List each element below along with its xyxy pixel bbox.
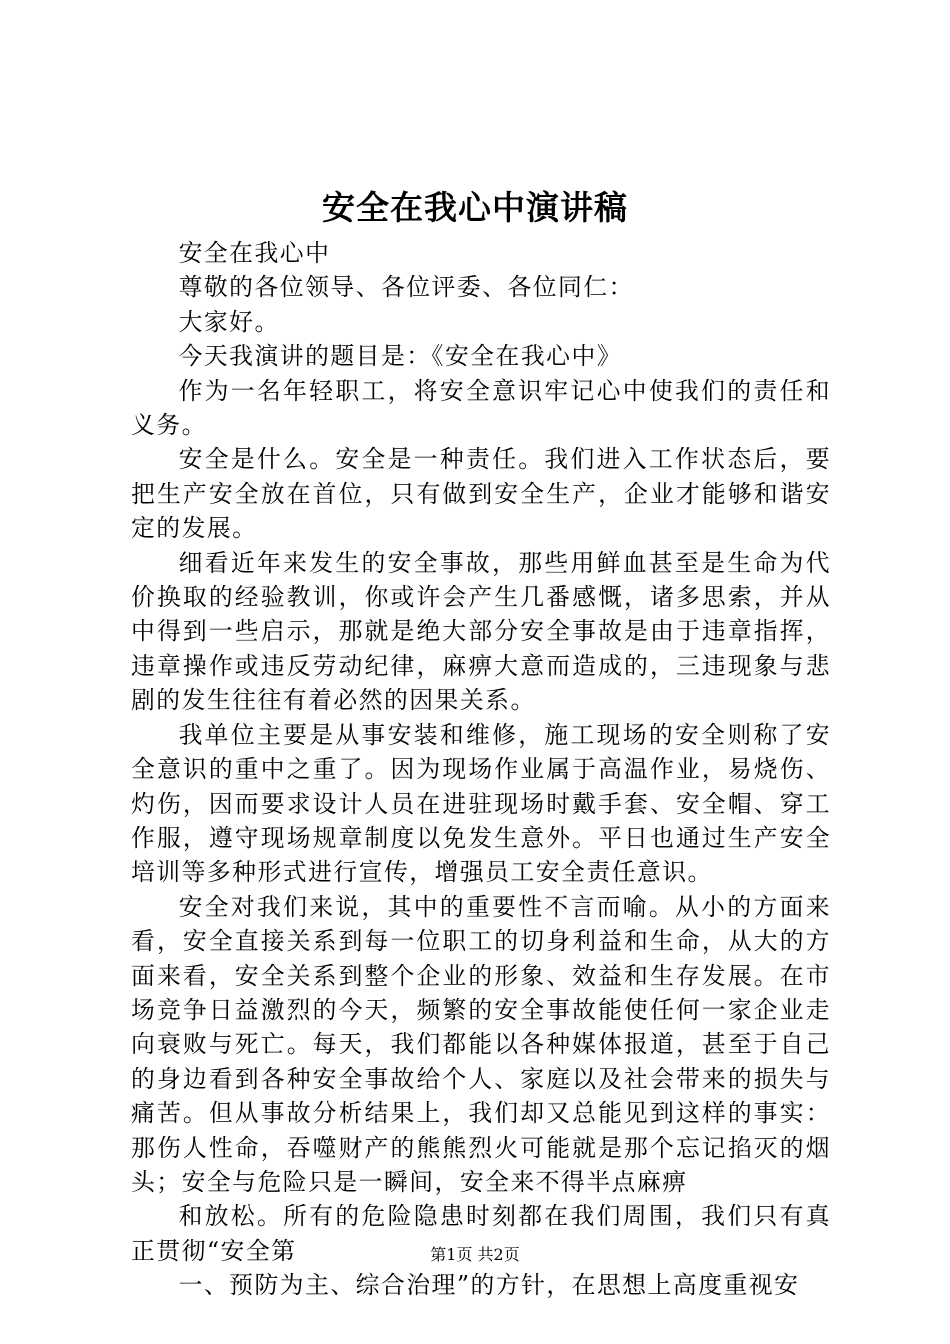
document-title: 安全在我心中演讲稿 — [322, 188, 628, 227]
paragraph-topic: 今天我演讲的题目是：《安全在我心中》 — [178, 342, 623, 371]
paragraph-salutation: 尊敬的各位领导、各位评委、各位同仁： — [178, 273, 634, 302]
paragraph-body: 我单位主要是从事安装和维修，施工现场的安全则称了安全意识的重中之重了。因为现场作业属于高温作业，易烧伤、灼伤，因而要求设计人员在进驻现场时戴手套、安全帽、穿工作服，遵守现场规章制度以免发生意外。平日也通过生产安全培训等多种形式进行宣传，增强员工安全责任意识。 — [131, 720, 831, 887]
document-body — [131, 236, 831, 1303]
paragraph-body: 细看近年来发生的安全事故，那些用鲜血甚至是生命为代价换取的经验教训，你或许会产生几番感慨，诸多思索，并从中得到一些启示，那就是绝大部分安全事故是由于违章指挥，违章操作或违反劳动纪律，麻痹大意而造成的，三违现象与悲剧的发生往往有着必然的因果关系。 — [131, 548, 831, 715]
paragraph-body: 一、预防为主、综合治理”的方针，在思想上高度重视安 — [178, 1271, 800, 1300]
paragraph-greeting: 大家好。 — [178, 307, 280, 336]
paragraph-body: 和放松。所有的危险隐患时刻都在我们周围，我们只有真正贯彻“安全第 — [131, 1202, 831, 1265]
paragraph-subtitle: 安全在我心中 — [178, 239, 331, 267]
page-number-footer: 第1页 共2页 — [430, 1245, 520, 1264]
paragraph-body: 安全对我们来说，其中的重要性不言而喻。从小的方面来看，安全直接关系到每一位职工的切身利益和生命，从大的方面来看，安全关系到整个企业的形象、效益和生存发展。在市场竞争日益激烈的今天，频繁的安全事故能使任何一家企业走向衰败与死亡。每天，我们都能以各种媒体报道，甚至于自己的身边看到各种安全事故给个人、家庭以及社会带来的损失与痛苦。但从事故分析结果上，我们却又总能见到这样的事实：那伤人性命，吞噬财产的熊熊烈火可能就是那个忘记掐灭的烟头；安全与危险只是一瞬间，安全来不得半点麻痹 — [131, 892, 831, 1196]
paragraph-body: 安全是什么。安全是一种责任。我们进入工作状态后，要把生产安全放在首位，只有做到安全生产，企业才能够和谐安定的发展。 — [131, 445, 831, 543]
paragraph-body: 作为一名年轻职工，将安全意识牢记心中使我们的责任和义务。 — [131, 376, 831, 440]
